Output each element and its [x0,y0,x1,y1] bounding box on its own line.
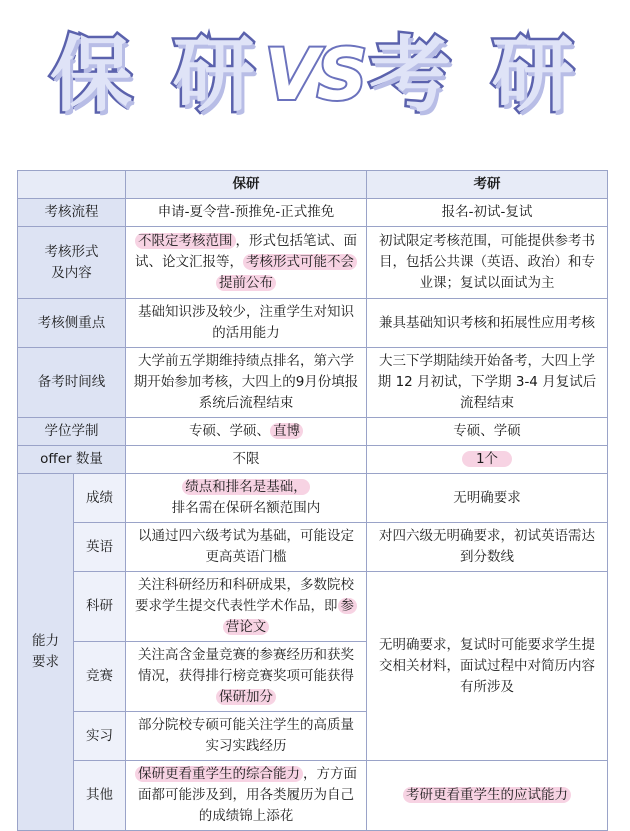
sub-label: 英语 [74,523,126,572]
row-label: 备考时间线 [18,348,126,418]
cell-text: 排名需在保研名额范围内 [171,500,321,516]
header-row [18,171,608,199]
cell-baoyan [126,474,367,523]
cell-baoyan [126,227,367,299]
highlight: 1个 [462,451,512,467]
cell-text: 专硕、学硕、 [189,423,270,439]
title-banner [0,0,630,150]
cell-kaoyan: 对四六级无明确要求，初试英语需达到分数线 [367,523,608,572]
cell-baoyan [126,572,367,642]
row-label: 考核流程 [18,199,126,227]
title-kaoyan: 考 研 [369,27,580,123]
highlight: 直博 [270,423,303,439]
sub-label: 竞赛 [74,642,126,712]
cell-text: ，形式包括笔试、面试、论文汇报等， [135,233,357,270]
row-timeline [18,348,608,418]
cell-kaoyan: 初试限定考核范围，可能提供参考书目，包括公共课（英语、政治）和专业课；复试以面试为主 [367,227,608,299]
cell-kaoyan [367,446,608,474]
row-english [18,523,608,572]
cell-baoyan: 不限 [126,446,367,474]
cell-baoyan [126,418,367,446]
ability-label [18,474,74,831]
title-vs: VS [264,34,366,116]
row-label: 学位学制 [18,418,126,446]
highlight: 不限定考核范围 [135,233,236,249]
sub-label: 成绩 [74,474,126,523]
row-degree [18,418,608,446]
header-blank [18,171,126,199]
row-research [18,572,608,642]
row-offer [18,446,608,474]
cell-kaoyan: 专硕、学硕 [367,418,608,446]
highlight: 参营论文 [223,598,357,635]
title-baoyan: 保 研 [50,27,261,123]
cell-baoyan: 申请-夏令营-预推免-正式推免 [126,199,367,227]
cell-baoyan: 部分院校专硕可能关注学生的高质量实习实践经历 [126,712,367,761]
row-label [18,227,126,299]
cell-kaoyan-merged: 无明确要求，复试时可能要求学生提交相关材料，面试过程中对简历内容有所涉及 [367,572,608,761]
cell-baoyan: 基础知识涉及较少，注重学生对知识的活用能力 [126,299,367,348]
row-grades [18,474,608,523]
sub-label: 实习 [74,712,126,761]
cell-kaoyan: 无明确要求 [367,474,608,523]
highlight: 绩点和排名是基础， [182,479,310,495]
cell-kaoyan: 兼具基础知识考核和拓展性应用考核 [367,299,608,348]
row-process [18,199,608,227]
cell-text: ，方方面面都可能涉及到，用各类履历为自己的成绩锦上添花 [138,766,357,824]
row-label: offer 数量 [18,446,126,474]
highlight: 考研更看重学生的应试能力 [403,787,571,803]
highlight: 考核形式可能不会提前公布 [216,254,357,291]
cell-baoyan: 以通过四六级考试为基础，可能设定更高英语门槛 [126,523,367,572]
cell-kaoyan: 报名-初试-复试 [367,199,608,227]
sub-label: 科研 [74,572,126,642]
highlight: 保研更看重学生的综合能力 [135,766,303,782]
cell-baoyan [126,642,367,712]
highlight: 保研加分 [216,689,276,705]
cell-kaoyan: 大三下学期陆续开始备考，大四上学期 12 月初试，下学期 3-4 月复试后流程结束 [367,348,608,418]
cell-text: 关注科研经历和科研成果，多数院校要求学生提交代表性学术作品，即 [135,577,354,614]
row-label-text: 考核形式 及内容 [44,243,99,281]
row-form [18,227,608,299]
row-label: 考核侧重点 [18,299,126,348]
row-focus [18,299,608,348]
cell-baoyan: 大学前五学期维持绩点排名，第六学期开始参加考核，大四上的9月份填报系统后流程结束 [126,348,367,418]
header-kaoyan: 考研 [367,171,608,199]
sub-label: 其他 [74,761,126,831]
ability-label-text: 能力 要求 [32,633,59,670]
comparison-table [17,170,608,831]
cell-text: 关注高含金量竞赛的参赛经历和获奖情况，获得排行榜竞赛奖项可能获得 [138,647,354,684]
header-baoyan: 保研 [126,171,367,199]
